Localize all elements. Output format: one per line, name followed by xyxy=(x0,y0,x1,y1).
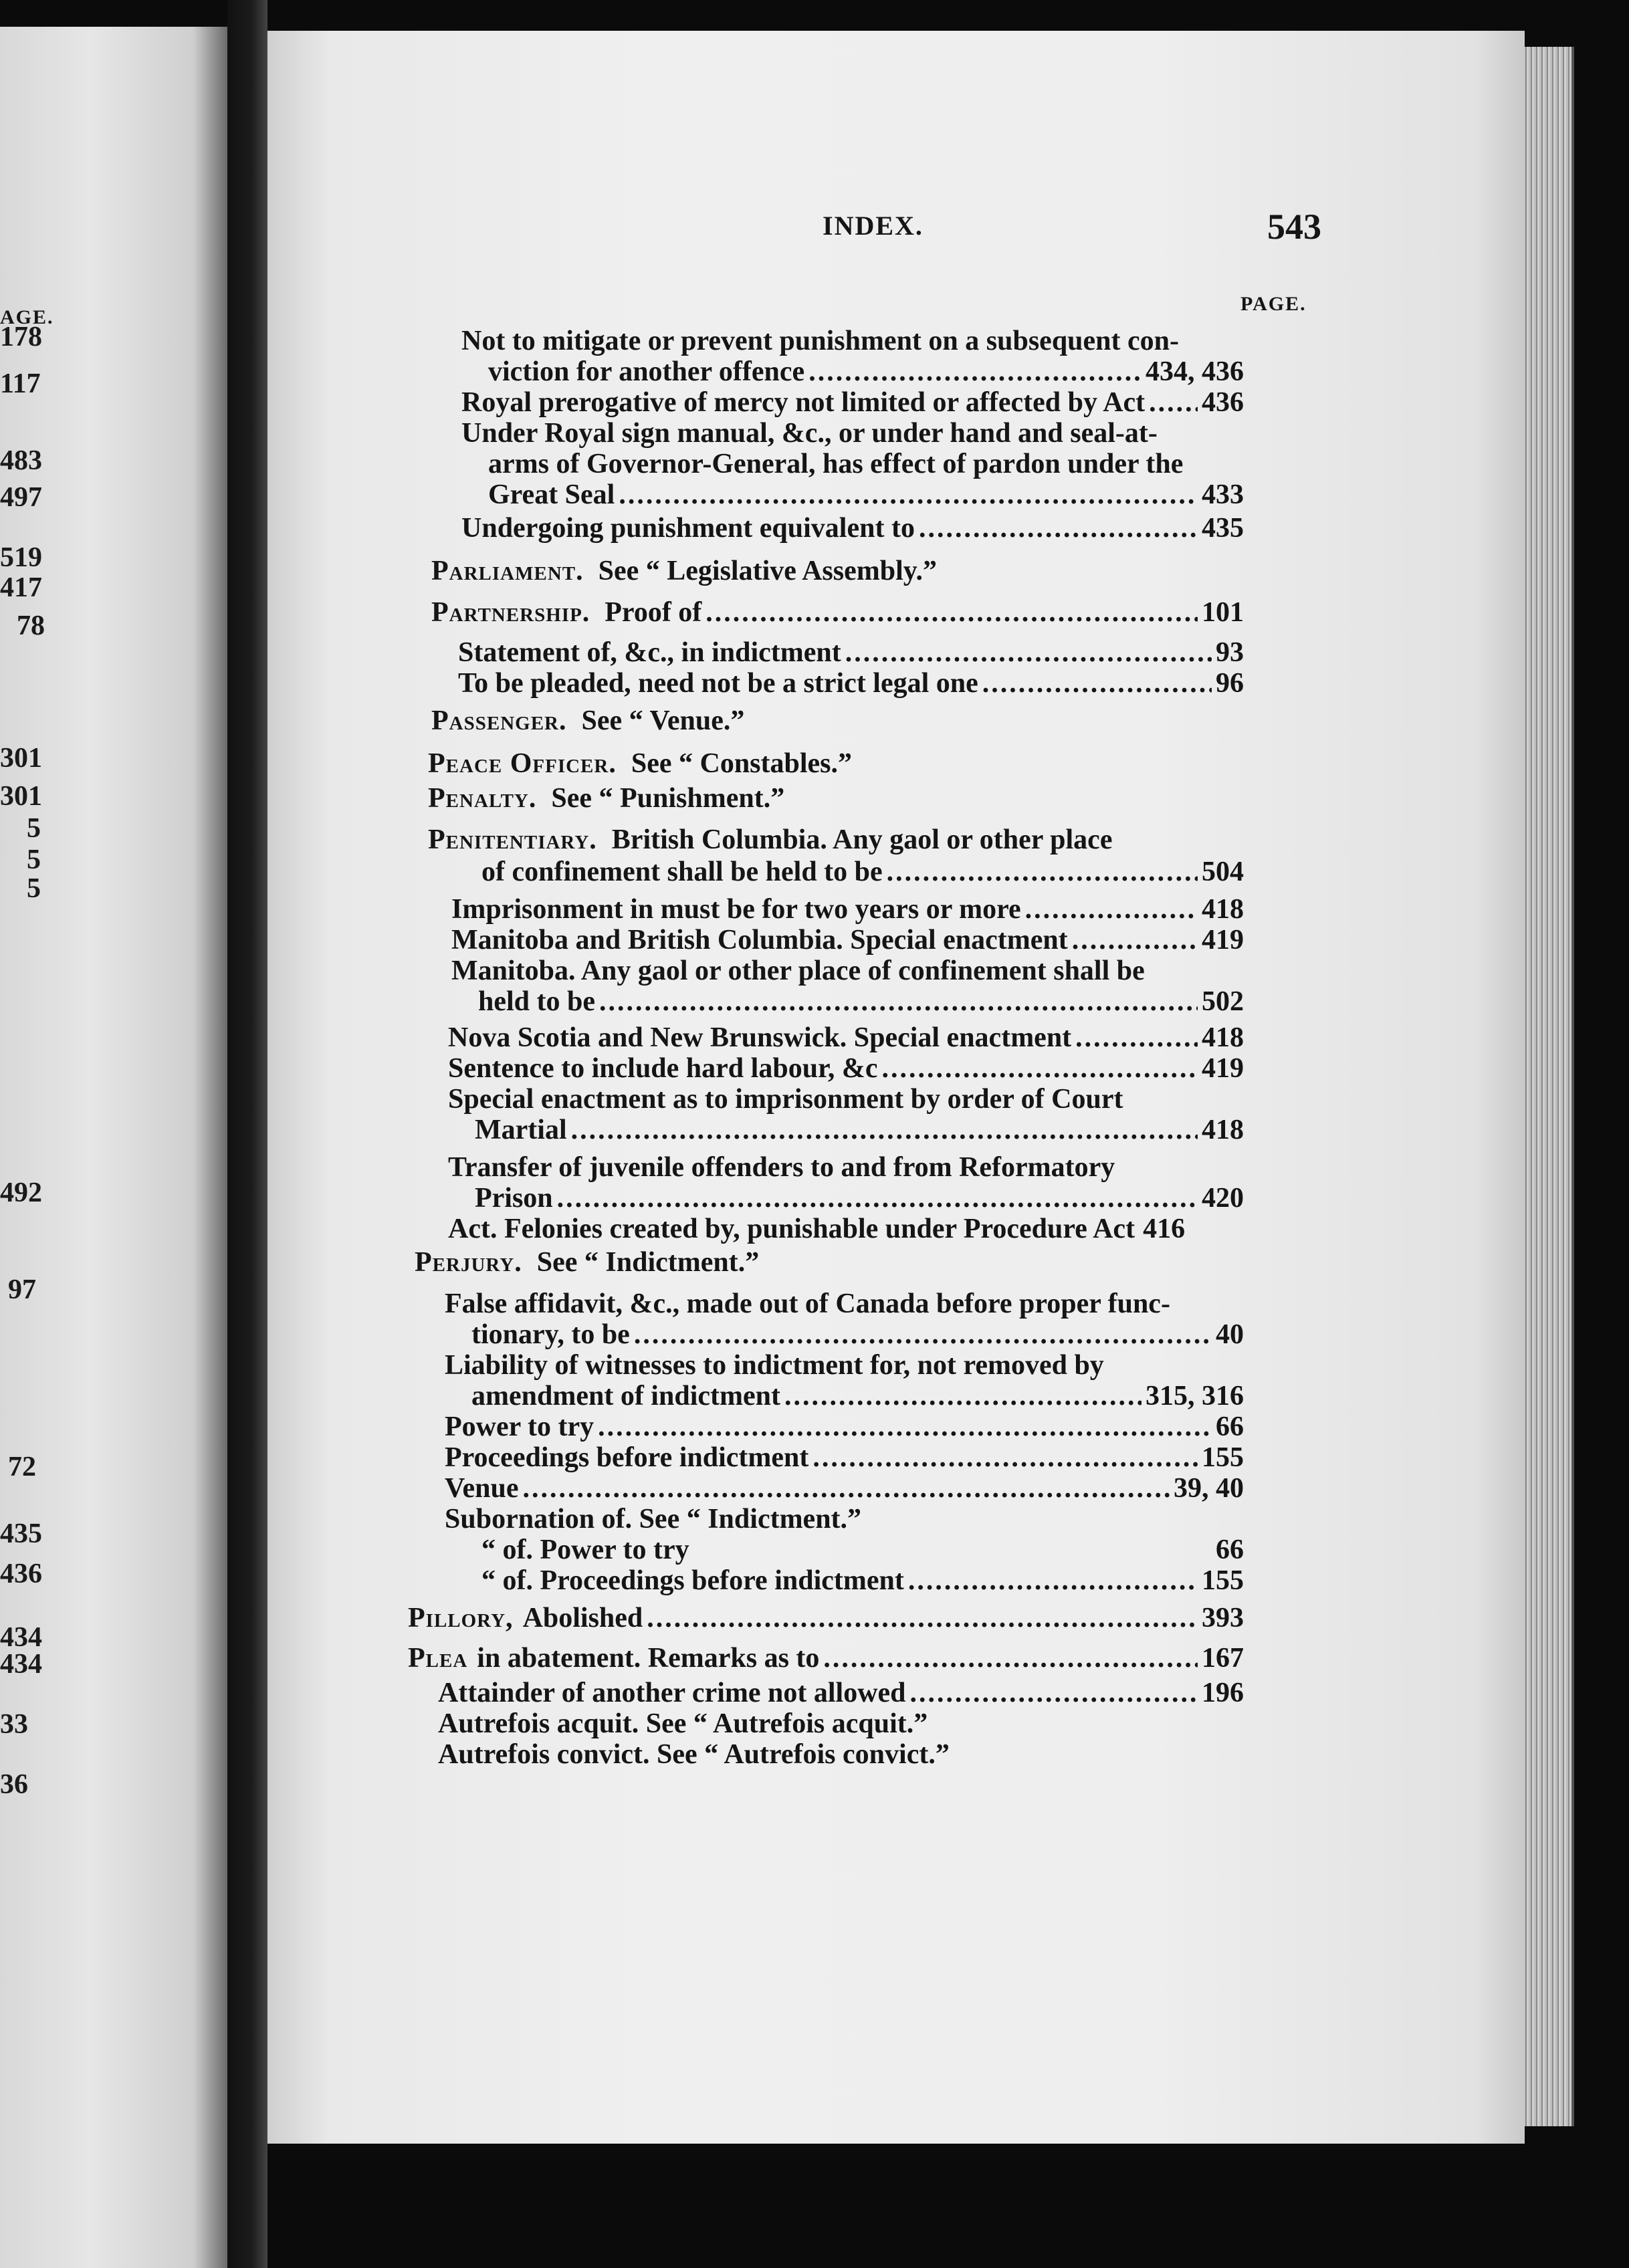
index-entry: Royal prerogative of mercy not limited or affected by Act ..... 436 xyxy=(461,386,1244,419)
page-column-label: PAGE. xyxy=(1240,293,1307,315)
left-page-number: 435 xyxy=(0,1518,42,1549)
index-heading-entry: Plea in abatement. Remarks as to ..... 167 xyxy=(408,1642,1244,1674)
left-page-number: 519 xyxy=(0,542,42,573)
left-page-number: 36 xyxy=(0,1769,28,1800)
index-entry: Prison ..... 420 xyxy=(475,1182,1244,1214)
page-number: 543 xyxy=(1267,207,1321,247)
index-entry: Sentence to include hard labour, &c ..... 419 xyxy=(448,1052,1244,1085)
index-entry: Not to mitigate or prevent punishment on a subsequent con- xyxy=(461,326,1180,356)
left-page-number: 301 xyxy=(0,781,42,812)
left-page-number: 483 xyxy=(0,445,42,476)
index-entry: “ of. Proceedings before indictment ..... 155 xyxy=(481,1565,1244,1597)
left-page-number: 436 xyxy=(0,1559,42,1589)
index-entry: Imprisonment in must be for two years or more ..... 418 xyxy=(451,893,1244,925)
left-page-number: 5 xyxy=(27,844,41,875)
left-page-number: 5 xyxy=(27,813,41,844)
index-heading-entry: Pillory, Abolished ..... 393 xyxy=(408,1602,1244,1634)
index-entry: Manitoba and British Columbia. Special enactment ..... 419 xyxy=(451,924,1244,956)
index-entry: Statement of, &c., in indictment ..... 93 xyxy=(458,637,1244,669)
index-entry: held to be ..... 502 xyxy=(478,986,1244,1018)
index-entry: False affidavit, &c., made out of Canada before proper func- xyxy=(445,1288,1170,1319)
left-page-column-label: AGE. xyxy=(0,306,54,328)
index-entry: Act. Felonies created by, punishable under Procedure Act 416 xyxy=(448,1214,1186,1244)
index-entry: Subornation of. See “ Indictment.” xyxy=(445,1504,862,1535)
index-page xyxy=(267,31,1525,2144)
index-entry: Special enactment as to imprisonment by order of Court xyxy=(448,1084,1123,1115)
left-page-number: 178 xyxy=(0,322,42,352)
index-heading-entry: Peace Officer. See “ Constables.” xyxy=(428,748,853,779)
running-head: INDEX. xyxy=(823,211,924,241)
left-page-number: 33 xyxy=(0,1709,28,1740)
index-entry: Manitoba. Any gaol or other place of confinement shall be xyxy=(451,955,1145,986)
index-heading-entry: Penalty. See “ Punishment.” xyxy=(428,783,785,814)
index-entry: Great Seal ..... 433 xyxy=(488,479,1244,511)
index-entry: Autrefois convict. See “ Autrefois convict.” xyxy=(438,1739,950,1770)
index-entry: Transfer of juvenile offenders to and from Reformatory xyxy=(448,1152,1115,1183)
index-heading-entry: Parliament. See “ Legislative Assembly.” xyxy=(431,556,937,586)
index-entry: “ of. Power to try 66 xyxy=(481,1535,1244,1565)
left-page-number: 492 xyxy=(0,1177,42,1208)
index-entry: tionary, to be ..... 40 xyxy=(471,1319,1244,1351)
index-heading-entry: Penitentiary. British Columbia. Any gaol or other place xyxy=(428,824,1113,855)
index-entry: Liability of witnesses to indictment for, not removed by xyxy=(445,1350,1104,1381)
left-page-number: 301 xyxy=(0,743,42,774)
index-entry: Attainder of another crime not allowed ..... 196 xyxy=(438,1677,1244,1709)
index-entry: arms of Governor-General, has effect of pardon under the xyxy=(488,449,1184,479)
index-entry: of confinement shall be held to be ..... 504 xyxy=(481,856,1244,888)
index-heading-entry: Passenger. See “ Venue.” xyxy=(431,705,745,736)
left-page-number: 97 xyxy=(8,1274,36,1305)
page-edges xyxy=(1518,47,1574,2126)
index-entry: To be pleaded, need not be a strict legal one ..... 96 xyxy=(458,667,1244,699)
left-page-number: 417 xyxy=(0,572,42,603)
book-gutter xyxy=(227,0,267,2268)
left-page-number: 434 xyxy=(0,1622,42,1653)
index-entry: Martial ..... 418 xyxy=(475,1114,1244,1146)
left-page-number: 434 xyxy=(0,1649,42,1680)
left-page-number: 497 xyxy=(0,482,42,513)
left-page-number: 117 xyxy=(0,368,41,399)
index-entry: Venue ..... 39, 40 xyxy=(445,1472,1244,1504)
index-entry: Nova Scotia and New Brunswick. Special enactment ..... 418 xyxy=(448,1022,1244,1054)
index-entry: Undergoing punishment equivalent to ..... 435 xyxy=(461,512,1244,544)
index-heading-entry: Perjury. See “ Indictment.” xyxy=(415,1247,760,1278)
index-entry: Autrefois acquit. See “ Autrefois acquit.” xyxy=(438,1708,928,1739)
index-entry: Proceedings before indictment ..... 155 xyxy=(445,1442,1244,1474)
index-entry: amendment of indictment ..... 315, 316 xyxy=(471,1380,1244,1412)
index-entry: Under Royal sign manual, &c., or under hand and seal-at- xyxy=(461,418,1158,449)
left-page-number: 5 xyxy=(27,873,41,904)
index-entry: viction for another offence ..... 434, 436 xyxy=(488,356,1244,388)
index-entry: Power to try ..... 66 xyxy=(445,1411,1244,1443)
left-page-number: 78 xyxy=(17,610,45,641)
index-heading-entry: Partnership. Proof of ..... 101 xyxy=(431,596,1244,629)
left-page-number: 72 xyxy=(8,1452,36,1482)
previous-page-edge xyxy=(0,27,227,2268)
